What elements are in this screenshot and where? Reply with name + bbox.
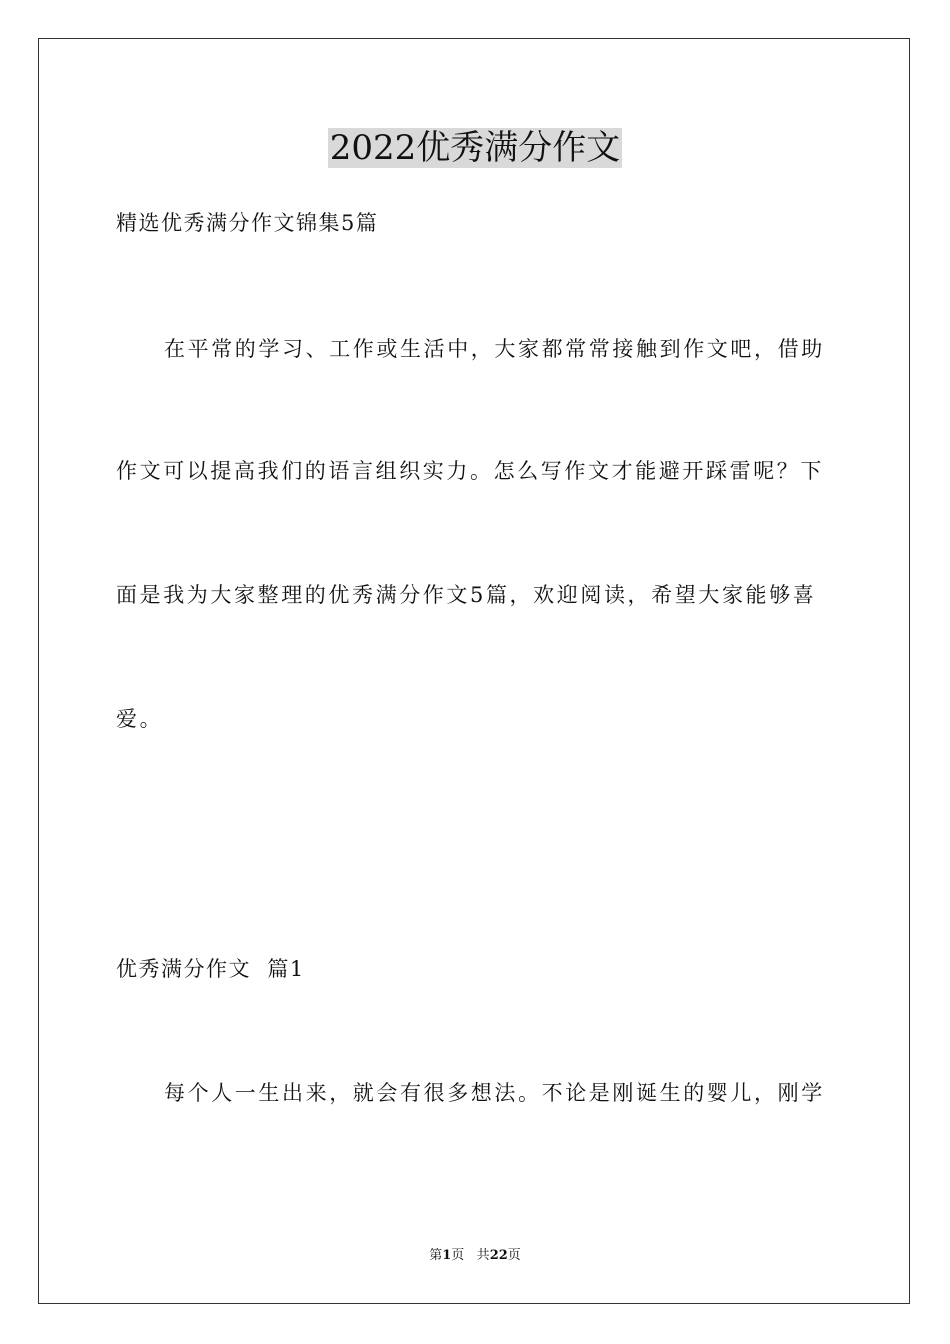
intro-paragraph-line-4: 爱。	[116, 707, 164, 731]
document-title-text: 2022优秀满分作文	[329, 128, 621, 168]
document-title	[0, 124, 950, 172]
document-subtitle: 精选优秀满分作文锦集5篇	[116, 211, 379, 235]
footer-total-prefix: 共	[476, 1248, 490, 1263]
section-heading: 优秀满分作文 篇1	[116, 957, 305, 981]
footer-total-suffix: 页	[507, 1248, 521, 1263]
footer-total-pages: 22	[489, 1248, 508, 1263]
footer-page-prefix: 第	[429, 1248, 443, 1263]
page-footer	[0, 1246, 950, 1266]
intro-paragraph-line-2: 作文可以提高我们的语言组织实力。怎么写作文才能避开踩雷呢？下	[116, 459, 824, 483]
section-paragraph-line-1: 每个人一生出来，就会有很多想法。不论是刚诞生的婴儿，刚学	[164, 1081, 825, 1105]
footer-page-suffix: 页	[451, 1248, 465, 1263]
intro-paragraph-line-3: 面是我为大家整理的优秀满分作文5篇，欢迎阅读，希望大家能够喜	[116, 583, 817, 607]
intro-paragraph-line-1: 在平常的学习、工作或生活中，大家都常常接触到作文吧，借助	[164, 337, 825, 361]
footer-page-number: 1	[442, 1248, 452, 1263]
